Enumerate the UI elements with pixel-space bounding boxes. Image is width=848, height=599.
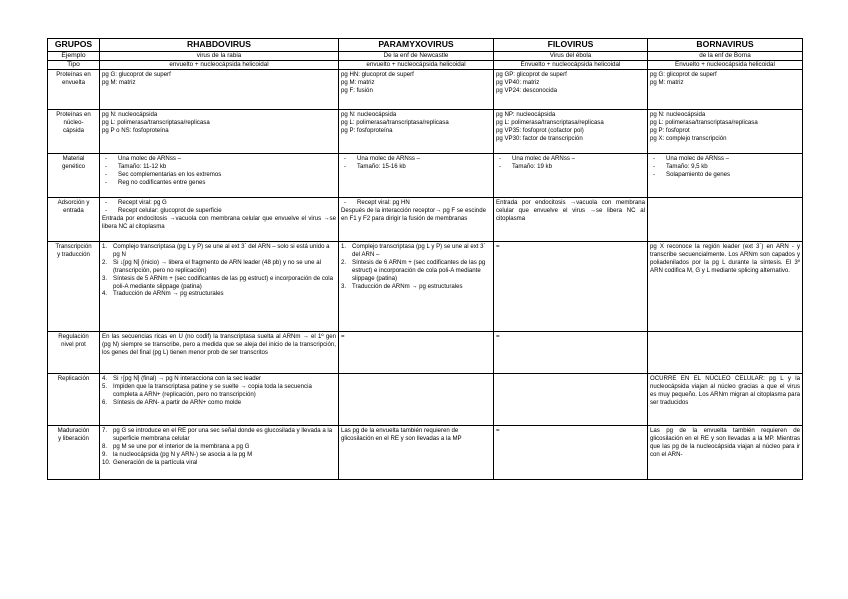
list-item: - Tamaño: 19 kb — [496, 163, 645, 171]
list-item: 6. Síntesis de ARN- a partir de ARN+ como molde — [102, 398, 242, 406]
list-item: - Tamaño: 11-12 kb — [102, 163, 336, 171]
cell-maduracion-filo: = — [494, 425, 648, 479]
row-adsorcion-entrada — [48, 197, 803, 241]
list-item: 7. pg G se introduce en el RE por una sec señal donde es glucosilada y llevada a la superficie membrana celular — [102, 426, 333, 442]
cell-transcripcion-borna: pg X reconoce la región leader (ext 3´) en ARN - y transcribe secuencialmente. Los ARNm son capados y poliadenilados por la pg L durante la síntesis. El 3º ARN codifica M, G y L mediante splicing alternativo. — [648, 241, 803, 331]
header-grupos: GRUPOS — [48, 39, 100, 52]
cell-capsida-borna: pg N: nucleocápsida pg L: polimerasa/transcriptasa/replicasa pg P: fosfoprot pg X: complejo transcripción — [648, 109, 803, 153]
cell-ejemplo-borna: de la enf de Borna — [648, 51, 803, 60]
cell-regulacion-paramyxo: = — [339, 331, 494, 373]
cell-adsorcion-filo: Entrada por endocitosis →vacuola con membrana celular que envuelve el virus →se libera NC al citoplasma — [494, 197, 648, 241]
cell-maduracion-borna: Las pg de la envuelta también requieren de glicosilación en el RE y son llevadas a la MP. Mientras que las pg de la nucleocápsida viajan al núcleo para ir con el ARN- — [648, 425, 803, 479]
row-label-regulacion: Regulación nivel prot — [48, 331, 100, 373]
row-material-genetico — [48, 153, 803, 197]
list-item: 5. Impiden que la transcriptasa patine y se suelte → copia toda la secuencia completa a ARN+ (replicación, pero no transcripción) — [102, 382, 312, 398]
row-maduracion — [48, 425, 803, 479]
cell-replicacion-borna: OCURRE EN EL NÚCLEO CELULAR: pg L y la nucleocápsida viajan al núcleo gracias a que el virus es muy pequeño. Los ARNm migran al citoplasma para ser traducidos — [648, 373, 803, 425]
cell-regulacion-filo: = — [494, 331, 648, 373]
row-proteinas-envuelta — [48, 69, 803, 109]
cell-ejemplo-filo: Virus del ébola — [494, 51, 648, 60]
cell-adsorcion-borna — [648, 197, 803, 241]
row-label-capsida: Proteínas en núcleo- cápsida — [48, 109, 100, 153]
cell-material-borna — [648, 153, 803, 197]
cell-adsorcion-rhabdo: - Recept viral: pg G - Recept celular: glucoprot de superficie Entrada por endocitosis →vacuola con membrana celular que envuelve el virus →se libera NC al citoplasma — [100, 197, 339, 241]
virus-comparison-table — [47, 38, 803, 480]
row-regulacion — [48, 331, 803, 373]
list-item: 8. pg M se une por el interior de la membrana a pg G — [102, 442, 250, 450]
list-item: 2. Si ↓[pg N] (inicio) → libera el fragmento de ARN leader (48 pb) y no se une al (transcripción, pero no replicación) — [102, 258, 321, 274]
cell-tipo-borna: Envuelto + nucleocápsida helicoidal — [648, 60, 803, 69]
list-item: - Una molec de ARNss – — [496, 155, 645, 163]
cell-transcripcion-filo: = — [494, 241, 648, 331]
cell-replicacion-filo — [494, 373, 648, 425]
cell-maduracion-rhabdo — [100, 425, 339, 479]
header-bornavirus: BORNAVIRUS — [648, 39, 803, 52]
list-item: - Recept celular: glucoprot de superficie — [102, 207, 336, 215]
list-item: - Sec complementarias en los extremos — [102, 171, 336, 179]
row-label-adsorcion: Adsorción y entrada — [48, 197, 100, 241]
list-item: 4. Traducción de ARNm → pg estructurales — [102, 290, 224, 298]
list-item: 1. Complejo transcriptasa (pg L y P) se une al ext 3´ del ARN – solo si está unido a pg N — [102, 242, 330, 258]
cell-tipo-paramyxo: envuelto + nucleocápsida helicoidal — [339, 60, 494, 69]
list-item: - Recept viral: pg G — [102, 199, 336, 207]
list-item: 1. Complejo transcriptasa (pg L y P) se une al ext 3´ del ARN – — [341, 242, 486, 258]
cell-ejemplo-rhabdo: virus de la rabia — [100, 51, 339, 60]
cell-tipo-filo: Envuelto + nucleocápsida helicoidal — [494, 60, 648, 69]
row-proteinas-capsida — [48, 109, 803, 153]
cell-envuelta-filo: pg GP: glicoprot de superf pg VP40: matriz pg VP24: desconocida — [494, 69, 648, 109]
cell-capsida-rhabdo: pg N: nucleocápsida pg L: polimerasa/transcriptasa/replicasa pg P o NS: fosfoproteína — [100, 109, 339, 153]
cell-maduracion-paramyxo: Las pg de la envuelta también requieren de glicosilación en el RE y son llevadas a la MP — [339, 425, 494, 479]
list-item: 9. la nucleocápsida (pg N y ARN-) se asocia a la pg M — [102, 450, 253, 458]
row-label-transcripcion: Transcripción y traducción — [48, 241, 100, 331]
list-item: - Tamaño: 9,5 kb — [650, 163, 800, 171]
list-item: 3. Síntesis de 5 ARNm + (sec codificantes de las pg estruct) e incorporación de cola poli-A mediante slippage (patina) — [102, 274, 333, 290]
header-rhabdovirus: RHABDOVIRUS — [100, 39, 339, 52]
row-replicacion — [48, 373, 803, 425]
cell-envuelta-rhabdo: pg G: glucoprot de superf pg M: matriz — [100, 69, 339, 109]
row-label-ejemplo: Ejemplo — [48, 51, 100, 60]
cell-envuelta-paramyxo: pg HN: glucoprot de superf pg M: matriz pg F: fusión — [339, 69, 494, 109]
list-item: 4. Si ↑[pg N] (final) → pg N interacciona con la sec leader — [102, 374, 262, 382]
header-paramyxovirus: PARAMYXOVIRUS — [339, 39, 494, 52]
list-item: - Una molec de ARNss – — [102, 155, 336, 163]
cell-replicacion-paramyxo — [339, 373, 494, 425]
cell-material-paramyxo — [339, 153, 494, 197]
cell-replicacion-rhabdo — [100, 373, 339, 425]
cell-regulacion-rhabdo: En las secuencias ricas en U (no codif) la transcriptasa suelta al ARNm → el 1º gen (pg N) siempre se transcribe, pero a medida que se aleja del inicio de la transcripción, los genes del final (pg L) tienen menor prob de ser transcritos — [100, 331, 339, 373]
cell-material-rhabdo — [100, 153, 339, 197]
row-label-maduracion: Maduración y liberación — [48, 425, 100, 479]
list-item: - Reg no codificantes entre genes — [102, 179, 336, 187]
row-label-tipo: Tipo — [48, 60, 100, 69]
header-row — [48, 39, 803, 52]
row-transcripcion-traduccion — [48, 241, 803, 331]
list-item: - Solapamiento de genes — [650, 171, 800, 179]
cell-material-filo — [494, 153, 648, 197]
list-item: - Recept viral: pg HN — [341, 199, 491, 207]
list-item: 2. Síntesis de 6 ARNm + (sec codificantes de las pg estruct) e incorporación de cola poli-A mediante slippage (patina) — [341, 258, 486, 282]
list-item: - Una molec de ARNss – — [341, 155, 491, 163]
cell-transcripcion-rhabdo — [100, 241, 339, 331]
cell-adsorcion-paramyxo: - Recept viral: pg HN Después de la interacción receptor→ pg F se escinde en F1 y F2 para dirigir la fusión de membranas — [339, 197, 494, 241]
list-item: 10. Generación de la partícula viral — [102, 458, 198, 466]
row-label-envuelta: Proteínas en envuelta — [48, 69, 100, 109]
row-tipo — [48, 60, 803, 69]
cell-envuelta-borna: pg G: glicoprot de superf pg M: matriz — [648, 69, 803, 109]
cell-tipo-rhabdo: envuelto + nucleocápsida helicoidal — [100, 60, 339, 69]
cell-capsida-filo: pg NP: nucleocápsida pg L: polimerasa/transcriptasa/replicasa pg VP35: fosfoprot (cofactor pol) pg VP30: factor de transcripción — [494, 109, 648, 153]
cell-ejemplo-paramyxo: De la enf de Newcastle — [339, 51, 494, 60]
row-label-material: Material genético — [48, 153, 100, 197]
cell-transcripcion-paramyxo — [339, 241, 494, 331]
cell-regulacion-borna — [648, 331, 803, 373]
list-item: 3. Traducción de ARNm → pg estructurales — [341, 282, 463, 290]
row-label-replicacion: Replicación — [48, 373, 100, 425]
cell-capsida-paramyxo: pg N: nucleocápsida pg L: polimerasa/transcriptasa/replicasa pg P: fosfoproteína — [339, 109, 494, 153]
list-item: - Una molec de ARNss – — [650, 155, 800, 163]
header-filovirus: FILOVIRUS — [494, 39, 648, 52]
list-item: - Tamaño: 15-16 kb — [341, 163, 491, 171]
row-ejemplo — [48, 51, 803, 60]
